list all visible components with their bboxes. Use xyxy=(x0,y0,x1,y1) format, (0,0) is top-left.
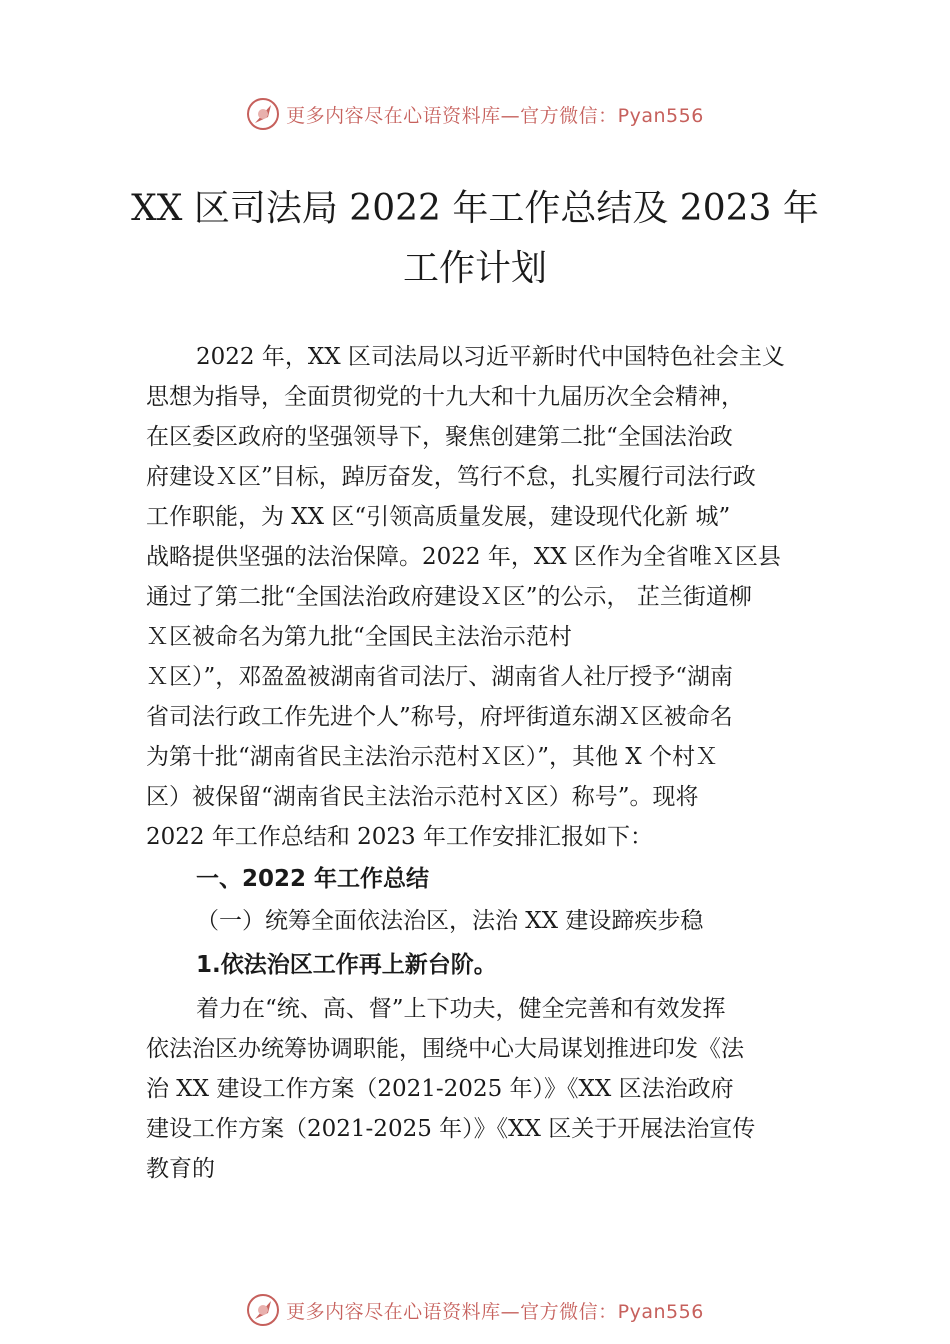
body-line: 府建设Ｘ区”目标，踔厉奋发，笃行不怠，扎实履行司法行政 xyxy=(146,464,756,490)
body-line: 2022 年工作总结和 2023 年工作安排汇报如下： xyxy=(146,824,653,850)
body-line: 省司法行政工作先进个人”称号，府坪街道东湖Ｘ区被命名 xyxy=(146,704,733,730)
watermark-bottom xyxy=(0,1290,950,1330)
body-line: 着力在“统、高、督”上下功夫，健全完善和有效发挥 xyxy=(196,996,726,1022)
body-line: 为第十批“湖南省民主法治示范村Ｘ区）”，其他 X 个村Ｘ xyxy=(146,744,719,770)
doc-title-line-2: 工作计划 xyxy=(402,248,547,289)
quill-logo-icon xyxy=(246,1293,280,1327)
subsection-heading: （一）统筹全面依法治区，法治 XX 建设蹄疾步稳 xyxy=(196,908,704,934)
doc-title-line-1: XX 区司法局 2022 年工作总结及 2023 年 xyxy=(131,188,819,229)
body-line: 在区委区政府的坚强领导下，聚焦创建第二批“全国法治政 xyxy=(146,424,733,450)
body-line: 治 XX 建设工作方案（2021-2025 年）》《XX 区法治政府 xyxy=(146,1076,734,1102)
body-line: 战略提供坚强的法治保障。2022 年，XX 区作为全省唯Ｘ区县 xyxy=(146,544,781,570)
body-line: 思想为指导，全面贯彻党的十九大和十九届历次全会精神， xyxy=(146,384,744,410)
watermark-top xyxy=(0,94,950,134)
body-line: 依法治区办统筹协调职能，围绕中心大局谋划推进印发《法 xyxy=(146,1036,744,1062)
quill-logo-icon xyxy=(246,97,280,131)
body-line: 通过了第二批“全国法治政府建设Ｘ区”的公示， 芷兰街道柳 xyxy=(146,584,752,610)
item-heading: 1.依法治区工作再上新台阶。 xyxy=(196,952,497,978)
watermark-text: 更多内容尽在心语资料库—官方微信：Pyan556 xyxy=(286,104,704,127)
body-line: 区）被保留“湖南省民主法治示范村Ｘ区）称号”。现将 xyxy=(146,784,699,810)
body-line: 建设工作方案（2021-2025 年）》《XX 区关于开展法治宣传 xyxy=(146,1116,756,1142)
body-line: 2022 年，XX 区司法局以习近平新时代中国特色社会主义 xyxy=(196,344,785,370)
body-line: Ｘ区被命名为第九批“全国民主法治示范村 xyxy=(146,624,572,650)
body-line: 教育的 xyxy=(146,1156,215,1182)
watermark-text: 更多内容尽在心语资料库—官方微信：Pyan556 xyxy=(286,1300,704,1323)
section-heading: 一、2022 年工作总结 xyxy=(196,866,430,892)
body-line: Ｘ区）”，邓盈盈被湖南省司法厅、湖南省人社厅授予“湖南 xyxy=(146,664,734,690)
body-line: 工作职能，为 XX 区“引领高质量发展，建设现代化新 城” xyxy=(146,504,731,530)
